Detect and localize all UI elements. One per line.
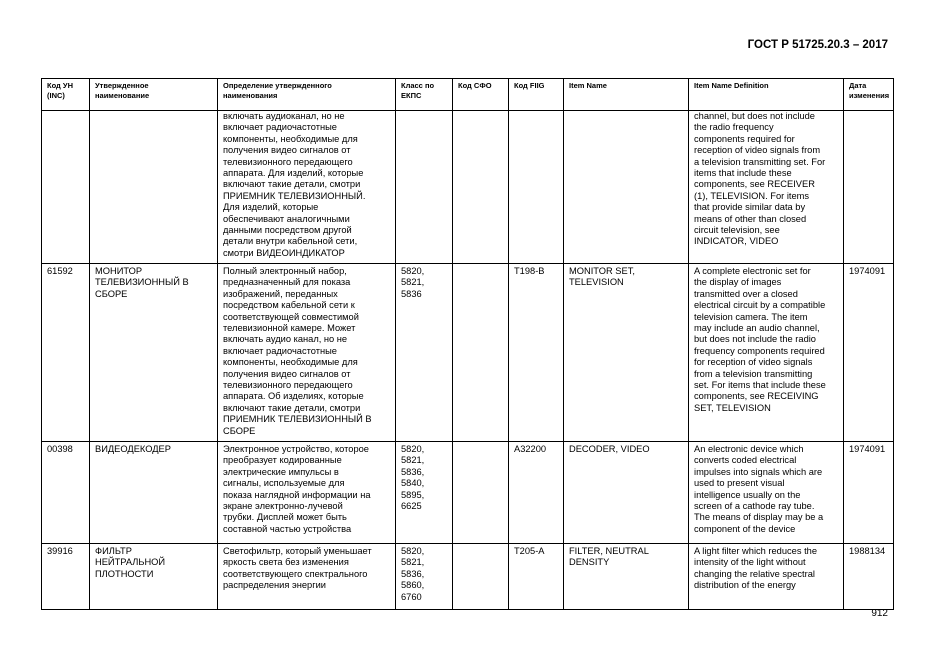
column-header-fiig-code: Код FIIG	[509, 79, 564, 111]
cell-ekps-class: 5820, 5821, 5836	[396, 264, 453, 442]
cell-change-date	[844, 111, 894, 264]
cell-fiig-code: T205-A	[509, 544, 564, 610]
document-standard-header: ГОСТ Р 51725.20.3 – 2017	[747, 39, 888, 51]
cell-item-name: FILTER, NEUTRAL DENSITY	[564, 544, 689, 610]
table-row	[42, 264, 894, 442]
cell-item-name-definition: A light filter which reduces the intensity of the light without changing the relative spectral distribution of the energy	[689, 544, 844, 610]
cell-definition: Электронное устройство, которое преобразует кодированные электрические импульсы в сигналы, используемые для показа наглядной информации на экране электронно-лучевой трубки. Дисплей может быть составной частью устройства	[218, 442, 396, 544]
table-row	[42, 111, 894, 264]
cell-item-name: MONITOR SET, TELEVISION	[564, 264, 689, 442]
column-header-item-name: Item Name	[564, 79, 689, 111]
cell-approved-name: МОНИТОР ТЕЛЕВИЗИОННЫЙ В СБОРЕ	[90, 264, 218, 442]
column-header-inc: Код УН (INC)	[42, 79, 90, 111]
cell-inc: 00398	[42, 442, 90, 544]
table-header-row	[42, 79, 894, 111]
cell-inc: 61592	[42, 264, 90, 442]
cell-ekps-class	[396, 111, 453, 264]
column-header-change-date: Дата изменения	[844, 79, 894, 111]
cell-inc	[42, 111, 90, 264]
cell-item-name: DECODER, VIDEO	[564, 442, 689, 544]
cell-definition: включать аудиоканал, но не включает радиочастотные компоненты, необходимые для получения видео сигналов от телевизионного передающего аппарата. Для изделий, которые включают такие детали, смотри ПРИЕМНИК ТЕЛЕВИЗИОННЫЙ. Для изделий, которые обеспечивают аналогичными данными посредством другой детали внутри кабельной сети, смотри ВИДЕОИНДИКАТОР	[218, 111, 396, 264]
cell-ekps-class: 5820, 5821, 5836, 5840, 5895, 6625	[396, 442, 453, 544]
page-number: 912	[871, 608, 888, 619]
table-row	[42, 544, 894, 610]
cell-item-name-definition: A complete electronic set for the display of images transmitted over a closed electrical circuit by a compatible television camera. The item may include an audio channel, but does not include the radio frequency components required for reception of video signals from a television transmitting set. For items that include these components, see RECEIVING SET, TELEVISION	[689, 264, 844, 442]
column-header-sfo-code: Код СФО	[453, 79, 509, 111]
cell-ekps-class: 5820, 5821, 5836, 5860, 6760	[396, 544, 453, 610]
column-header-ekps-class: Класс по ЕКПС	[396, 79, 453, 111]
cell-change-date: 1988134	[844, 544, 894, 610]
cell-approved-name: ФИЛЬТР НЕЙТРАЛЬНОЙ ПЛОТНОСТИ	[90, 544, 218, 610]
cell-approved-name	[90, 111, 218, 264]
column-header-approved-name: Утвержденное наименование	[90, 79, 218, 111]
cell-sfo-code	[453, 264, 509, 442]
cell-fiig-code: T198-B	[509, 264, 564, 442]
item-names-table	[41, 78, 894, 610]
cell-fiig-code: A32200	[509, 442, 564, 544]
cell-approved-name: ВИДЕОДЕКОДЕР	[90, 442, 218, 544]
cell-item-name-definition: channel, but does not include the radio frequency components required for reception of video signals from a television transmitting set. For items that include these components, see RECEIVER (1), TELEVISION. For items that provide similar data by means of other than closed circuit television, see INDICATOR, VIDEO	[689, 111, 844, 264]
cell-definition: Светофильтр, который уменьшает яркость света без изменения соответствующего спектрального распределения энергии	[218, 544, 396, 610]
column-header-item-name-definition: Item Name Definition	[689, 79, 844, 111]
cell-sfo-code	[453, 442, 509, 544]
column-header-definition: Определение утвержденного наименования	[218, 79, 396, 111]
cell-change-date: 1974091	[844, 264, 894, 442]
cell-sfo-code	[453, 111, 509, 264]
cell-change-date: 1974091	[844, 442, 894, 544]
cell-inc: 39916	[42, 544, 90, 610]
table-row	[42, 442, 894, 544]
cell-item-name	[564, 111, 689, 264]
cell-fiig-code	[509, 111, 564, 264]
cell-definition: Полный электронный набор, предназначенный для показа изображений, переданных посредством кабельной сети к соответствующей совместимой телевизионной камере. Может включать аудио канал, но не включает радиочастотные компоненты, необходимые для получения видео сигналов от телевизионного передающего аппарата. Об изделиях, которые включают такие детали, смотри ПРИЕМНИК ТЕЛЕВИЗИОННЫЙ В СБОРЕ	[218, 264, 396, 442]
cell-sfo-code	[453, 544, 509, 610]
cell-item-name-definition: An electronic device which converts coded electrical impulses into signals which are used to present visual intelligence usually on the screen of a cathode ray tube. The means of display may be a component of the device	[689, 442, 844, 544]
